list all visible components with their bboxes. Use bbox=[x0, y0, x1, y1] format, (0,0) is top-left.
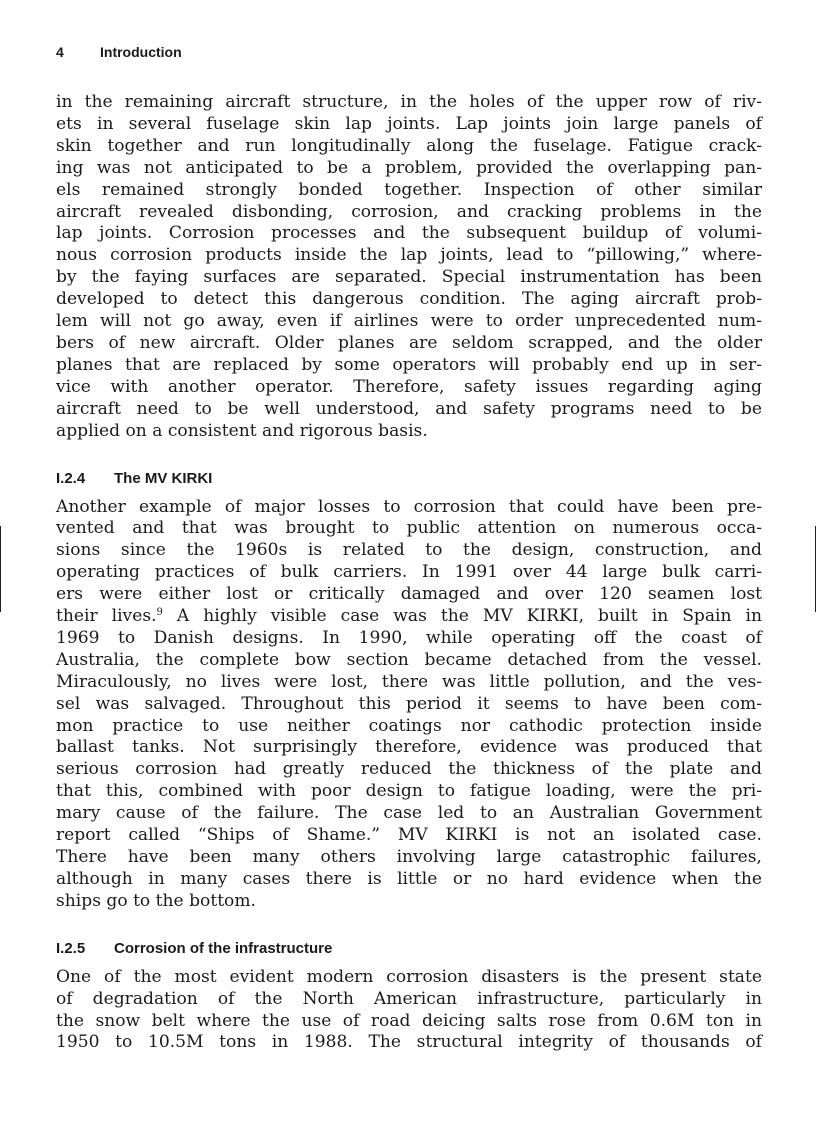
paragraph-line: developed to detect this dangerous condition. The aging aircraft prob- bbox=[56, 289, 762, 310]
paragraph-line: planes that are replaced by some operators will probably end up in ser- bbox=[56, 354, 762, 375]
paragraph-line: although in many cases there is little or no hard evidence when the bbox=[56, 868, 762, 889]
paragraph-line: mary cause of the failure. The case led to an Australian Government bbox=[56, 803, 762, 824]
paragraph-line: nous corrosion products inside the lap joints, lead to “pillowing,” where- bbox=[56, 245, 762, 266]
paragraph-line: applied on a consistent and rigorous basis. bbox=[56, 420, 428, 441]
paragraph-line: There have been many others involving large catastrophic failures, bbox=[56, 847, 762, 867]
paragraph-mv-kirki bbox=[56, 497, 762, 913]
line-text: their lives. bbox=[56, 606, 157, 627]
section-number: I.2.4 bbox=[56, 469, 86, 487]
paragraph-aging-aircraft bbox=[56, 92, 762, 443]
paragraph-line: ers were either lost or critically damaged and over 120 seamen lost bbox=[56, 584, 762, 605]
paragraph-line: ballast tanks. Not surprisingly therefore, evidence was produced that bbox=[56, 737, 762, 758]
paragraph-line: vice with another operator. Therefore, safety issues regarding aging bbox=[56, 376, 762, 397]
paragraph-line: 1950 to 10.5M tons in 1988. The structural integrity of thousands of bbox=[56, 1032, 762, 1053]
paragraph-line: aircraft revealed disbonding, corrosion, and cracking problems in the bbox=[56, 201, 762, 222]
paragraph-line: operating practices of bulk carriers. In 1991 over 44 large bulk carri- bbox=[56, 562, 762, 583]
chapter-title: Introduction bbox=[100, 44, 182, 60]
section-title: The MV KIRKI bbox=[114, 469, 213, 487]
paragraph-line: of degradation of the North American infrastructure, particularly in bbox=[56, 988, 762, 1009]
paragraph-line: lem will not go away, even if airlines were to order unprecedented num- bbox=[56, 311, 762, 332]
paragraph-infrastructure bbox=[56, 967, 762, 1055]
paragraph-line: Another example of major losses to corrosion that could have been pre- bbox=[56, 496, 762, 517]
paragraph-line: lap joints. Corrosion processes and the subsequent buildup of volumi- bbox=[56, 223, 762, 244]
left-edge-mark bbox=[0, 526, 1, 612]
running-header bbox=[56, 44, 182, 60]
paragraph-line: by the faying surfaces are separated. Special instrumentation has been bbox=[56, 267, 762, 288]
footnote-ref: 9 bbox=[156, 607, 163, 619]
section-title: Corrosion of the infrastructure bbox=[114, 939, 333, 957]
section-heading-kirki bbox=[56, 469, 762, 489]
page-number: 4 bbox=[56, 44, 64, 60]
paragraph-line: serious corrosion had greatly reduced the thickness of the plate and bbox=[56, 759, 762, 780]
paragraph-line bbox=[56, 606, 762, 628]
paragraph-line: skin together and run longitudinally along the fuselage. Fatigue crack- bbox=[56, 135, 762, 156]
paragraph-line: els remained strongly bonded together. Inspection of other similar bbox=[56, 179, 762, 200]
paragraph-line: Australia, the complete bow section became detached from the vessel. bbox=[56, 649, 762, 670]
paragraph-line: that this, combined with poor design to fatigue loading, were the pri- bbox=[56, 781, 762, 802]
paragraph-line: in the remaining aircraft structure, in the holes of the upper row of riv- bbox=[56, 92, 762, 112]
paragraph-line: sel was salvaged. Throughout this period it seems to have been com- bbox=[56, 693, 762, 714]
paragraph-line: 1969 to Danish designs. In 1990, while operating off the coast of bbox=[56, 627, 762, 648]
section-number: I.2.5 bbox=[56, 939, 86, 957]
paragraph-line: One of the most evident modern corrosion disasters is the present state bbox=[56, 966, 762, 987]
paragraph-line: ets in several fuselage skin lap joints. Lap joints join large panels of bbox=[56, 113, 762, 134]
paragraph-line: Miraculously, no lives were lost, there was little pollution, and the ves- bbox=[56, 671, 762, 692]
paragraph-line: the snow belt where the use of road deicing salts rose from 0.6M ton in bbox=[56, 1010, 762, 1031]
paragraph-line: aircraft need to be well understood, and safety programs need to be bbox=[56, 398, 762, 419]
line-text: A highly visible case was the MV KIRKI, built in Spain in bbox=[162, 606, 762, 627]
paragraph-line: sions since the 1960s is related to the design, construction, and bbox=[56, 540, 762, 561]
section-heading-infrastructure bbox=[56, 939, 762, 959]
paragraph-line: bers of new aircraft. Older planes are seldom scrapped, and the older bbox=[56, 332, 762, 353]
paragraph-line: vented and that was brought to public attention on numerous occa- bbox=[56, 518, 762, 539]
paragraph-line: ing was not anticipated to be a problem, provided the overlapping pan- bbox=[56, 157, 762, 178]
paragraph-line: report called “Ships of Shame.” MV KIRKI is not an isolated case. bbox=[56, 825, 762, 846]
paragraph-line: ships go to the bottom. bbox=[56, 890, 256, 911]
paragraph-line: mon practice to use neither coatings nor cathodic protection inside bbox=[56, 715, 762, 736]
page-body bbox=[56, 92, 762, 1054]
